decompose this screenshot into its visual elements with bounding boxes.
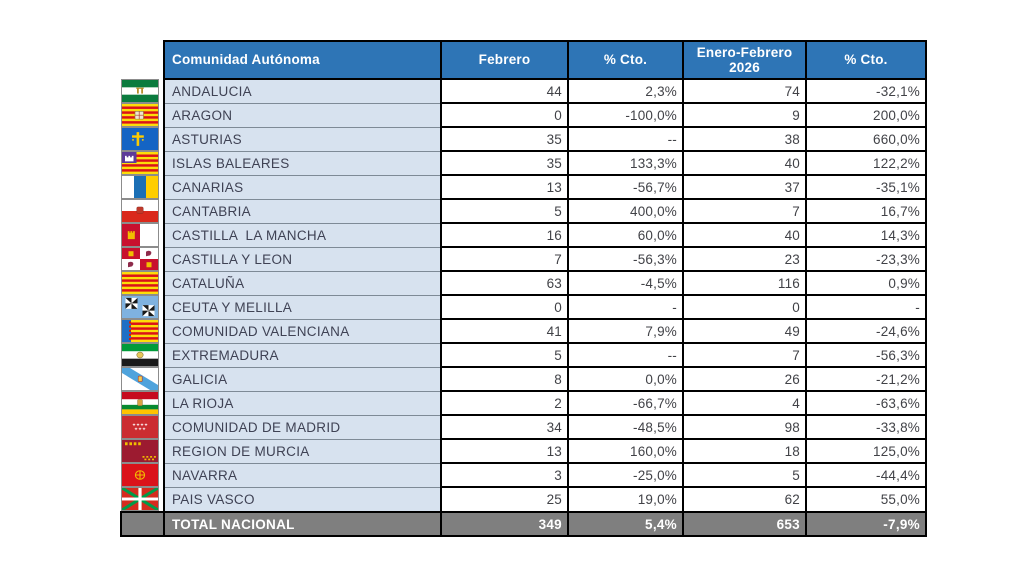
enero-febrero-value: 62 <box>683 487 806 512</box>
febrero-value: 41 <box>441 319 568 343</box>
pct-cto-mes: 19,0% <box>568 487 683 512</box>
flag-cataluna-icon <box>121 271 164 295</box>
pct-cto-acumulado: 14,3% <box>806 223 926 247</box>
flag-navarra-icon <box>121 463 164 487</box>
flag-cantabria-icon <box>121 199 164 223</box>
enero-febrero-value: 4 <box>683 391 806 415</box>
pct-cto-mes: 60,0% <box>568 223 683 247</box>
pct-cto-mes: -- <box>568 343 683 367</box>
enero-febrero-value: 98 <box>683 415 806 439</box>
region-name: CATALUÑA <box>164 271 441 295</box>
flag-ceuta-melilla-icon <box>121 295 164 319</box>
table-row <box>121 175 926 199</box>
region-name: CEUTA Y MELILLA <box>164 295 441 319</box>
flag-madrid-icon <box>121 415 164 439</box>
pct-cto-mes: - <box>568 295 683 319</box>
region-name: CANTABRIA <box>164 199 441 223</box>
enero-febrero-value: 37 <box>683 175 806 199</box>
enero-febrero-value: 9 <box>683 103 806 127</box>
region-name: LA RIOJA <box>164 391 441 415</box>
febrero-value: 25 <box>441 487 568 512</box>
pct-cto-acumulado: -32,1% <box>806 79 926 103</box>
pct-cto-mes: -25,0% <box>568 463 683 487</box>
flag-castilla-y-leon-icon <box>121 247 164 271</box>
enero-febrero-value: 74 <box>683 79 806 103</box>
pct-cto-acumulado: -23,3% <box>806 247 926 271</box>
total-pct-cto-mes: 5,4% <box>568 512 683 536</box>
pct-cto-mes: -56,3% <box>568 247 683 271</box>
total-row <box>121 512 926 536</box>
pct-cto-mes: -56,7% <box>568 175 683 199</box>
pct-cto-mes: 7,9% <box>568 319 683 343</box>
total-enero-febrero-value: 653 <box>683 512 806 536</box>
pct-cto-acumulado: 200,0% <box>806 103 926 127</box>
enero-febrero-value: 116 <box>683 271 806 295</box>
region-name: PAIS VASCO <box>164 487 441 512</box>
table-row <box>121 319 926 343</box>
pct-cto-acumulado: -21,2% <box>806 367 926 391</box>
column-header-febrero: Febrero <box>441 41 568 79</box>
febrero-value: 44 <box>441 79 568 103</box>
region-name: ANDALUCIA <box>164 79 441 103</box>
region-name: ARAGON <box>164 103 441 127</box>
table-row <box>121 223 926 247</box>
febrero-value: 7 <box>441 247 568 271</box>
febrero-value: 34 <box>441 415 568 439</box>
febrero-value: 8 <box>441 367 568 391</box>
region-name: ASTURIAS <box>164 127 441 151</box>
pct-cto-acumulado: -44,4% <box>806 463 926 487</box>
pct-cto-mes: -100,0% <box>568 103 683 127</box>
pct-cto-mes: 133,3% <box>568 151 683 175</box>
enero-febrero-value: 0 <box>683 295 806 319</box>
column-header-pct-cto-mes: % Cto. <box>568 41 683 79</box>
table-row <box>121 127 926 151</box>
pct-cto-acumulado: -35,1% <box>806 175 926 199</box>
enero-febrero-value: 38 <box>683 127 806 151</box>
enero-febrero-value: 23 <box>683 247 806 271</box>
region-name: CASTILLA LA MANCHA <box>164 223 441 247</box>
pct-cto-acumulado: -33,8% <box>806 415 926 439</box>
flag-murcia-icon <box>121 439 164 463</box>
flag-baleares-icon <box>121 151 164 175</box>
pct-cto-acumulado: -63,6% <box>806 391 926 415</box>
pct-cto-acumulado: 0,9% <box>806 271 926 295</box>
total-febrero-value: 349 <box>441 512 568 536</box>
table-row <box>121 79 926 103</box>
region-name: COMUNIDAD VALENCIANA <box>164 319 441 343</box>
flag-pais-vasco-icon <box>121 487 164 512</box>
febrero-value: 5 <box>441 343 568 367</box>
regions-table <box>120 40 927 537</box>
pct-cto-mes: -66,7% <box>568 391 683 415</box>
pct-cto-mes: -4,5% <box>568 271 683 295</box>
column-header-pct-cto-acumulado: % Cto. <box>806 41 926 79</box>
flag-column-spacer <box>121 512 164 536</box>
enero-febrero-value: 40 <box>683 151 806 175</box>
table-row <box>121 103 926 127</box>
flag-castilla-la-mancha-icon <box>121 223 164 247</box>
table-row <box>121 415 926 439</box>
pct-cto-acumulado: -56,3% <box>806 343 926 367</box>
flag-andalucia-icon <box>121 79 164 103</box>
enero-febrero-value: 7 <box>683 199 806 223</box>
pct-cto-acumulado: - <box>806 295 926 319</box>
enero-febrero-value: 5 <box>683 463 806 487</box>
febrero-value: 13 <box>441 439 568 463</box>
region-name: ISLAS BALEARES <box>164 151 441 175</box>
febrero-value: 0 <box>441 295 568 319</box>
table-row <box>121 199 926 223</box>
flag-column-spacer <box>121 41 164 79</box>
region-name: CANARIAS <box>164 175 441 199</box>
pct-cto-mes: 400,0% <box>568 199 683 223</box>
febrero-value: 5 <box>441 199 568 223</box>
febrero-value: 2 <box>441 391 568 415</box>
region-name: GALICIA <box>164 367 441 391</box>
flag-aragon-icon <box>121 103 164 127</box>
pct-cto-acumulado: 122,2% <box>806 151 926 175</box>
flag-canarias-icon <box>121 175 164 199</box>
enero-febrero-value: 18 <box>683 439 806 463</box>
table-row <box>121 439 926 463</box>
region-name: CASTILLA Y LEON <box>164 247 441 271</box>
table-row <box>121 367 926 391</box>
pct-cto-mes: 2,3% <box>568 79 683 103</box>
febrero-value: 63 <box>441 271 568 295</box>
table-row <box>121 295 926 319</box>
febrero-value: 0 <box>441 103 568 127</box>
pct-cto-mes: 160,0% <box>568 439 683 463</box>
flag-galicia-icon <box>121 367 164 391</box>
enero-febrero-value: 7 <box>683 343 806 367</box>
table-row <box>121 487 926 512</box>
region-name: NAVARRA <box>164 463 441 487</box>
pct-cto-mes: -- <box>568 127 683 151</box>
table-row <box>121 271 926 295</box>
flag-asturias-icon <box>121 127 164 151</box>
enero-febrero-value: 26 <box>683 367 806 391</box>
pct-cto-acumulado: 660,0% <box>806 127 926 151</box>
pct-cto-acumulado: -24,6% <box>806 319 926 343</box>
region-name: EXTREMADURA <box>164 343 441 367</box>
column-header-enero-febrero-2026: Enero-Febrero 2026 <box>683 41 806 79</box>
flag-extremadura-icon <box>121 343 164 367</box>
pct-cto-mes: -48,5% <box>568 415 683 439</box>
pct-cto-acumulado: 55,0% <box>806 487 926 512</box>
flag-valenciana-icon <box>121 319 164 343</box>
region-name: COMUNIDAD DE MADRID <box>164 415 441 439</box>
febrero-value: 35 <box>441 151 568 175</box>
region-name: REGION DE MURCIA <box>164 439 441 463</box>
table-row <box>121 247 926 271</box>
table-row <box>121 391 926 415</box>
total-pct-cto-acumulado: -7,9% <box>806 512 926 536</box>
table-row <box>121 343 926 367</box>
enero-febrero-value: 49 <box>683 319 806 343</box>
febrero-value: 16 <box>441 223 568 247</box>
pct-cto-acumulado: 16,7% <box>806 199 926 223</box>
total-label: TOTAL NACIONAL <box>164 512 441 536</box>
header-row <box>121 41 926 79</box>
pct-cto-mes: 0,0% <box>568 367 683 391</box>
table-row <box>121 463 926 487</box>
febrero-value: 13 <box>441 175 568 199</box>
flag-la-rioja-icon <box>121 391 164 415</box>
column-header-comunidad-autonoma: Comunidad Autónoma <box>164 41 441 79</box>
febrero-value: 35 <box>441 127 568 151</box>
table-row <box>121 151 926 175</box>
enero-febrero-value: 40 <box>683 223 806 247</box>
pct-cto-acumulado: 125,0% <box>806 439 926 463</box>
febrero-value: 3 <box>441 463 568 487</box>
